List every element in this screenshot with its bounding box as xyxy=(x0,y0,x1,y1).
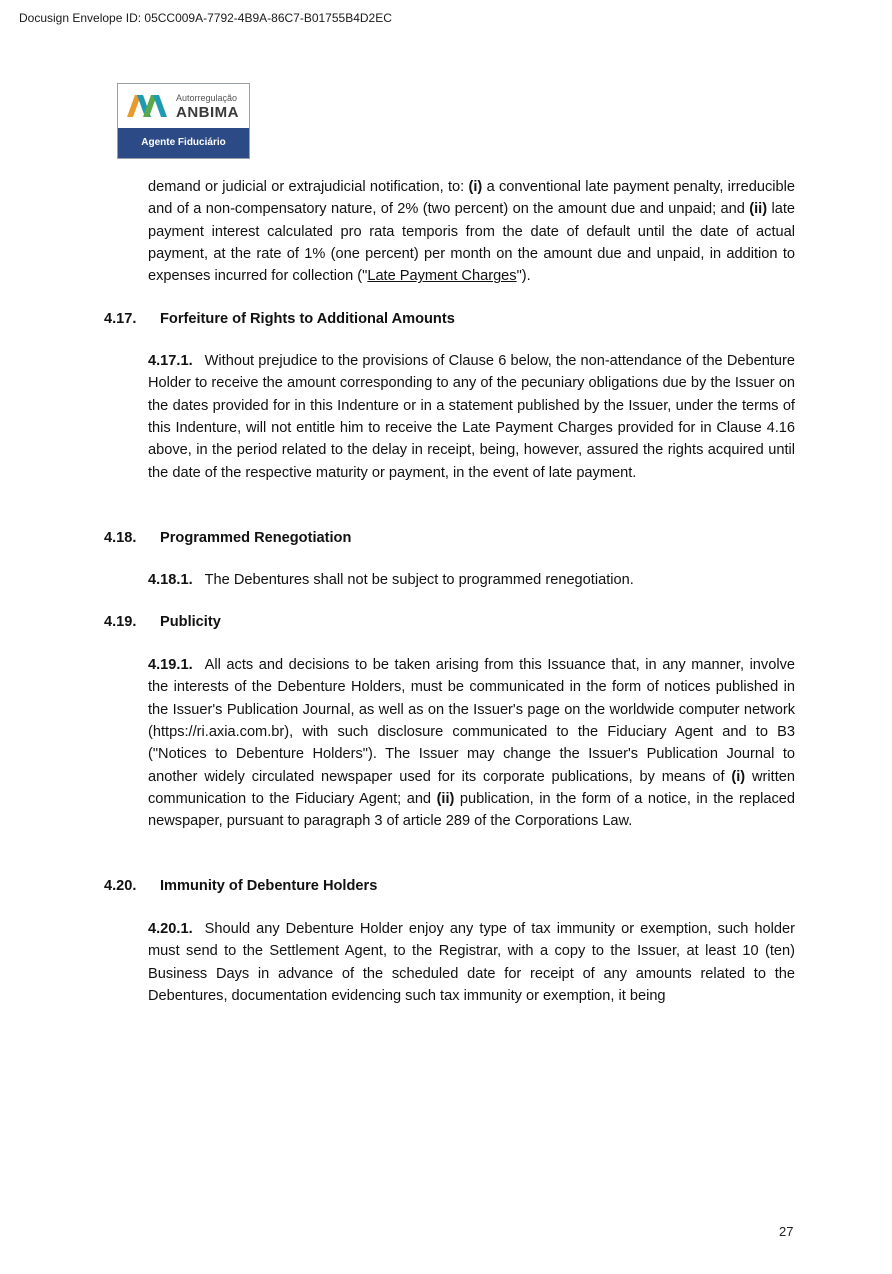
clause-4-17-1: 4.17.1. Without prejudice to the provisions of Clause 6 below, the non-attendance of the Debenture Holder to receive the amount corresponding to any of the pecuniary obligations due by the Issuer on the dates provided for in this Indenture or in a statement published by the Issuer, under the terms of this Indenture, will not entitle him to receive the Late Payment Charges provided for in Clause 4.16 above, in the period related to the delay in receipt, being, however, assured the rights acquired until the date of the respective maturity or payment, in the event of late payment. xyxy=(148,353,795,481)
anbima-mark-icon xyxy=(127,93,167,119)
paragraph-late-payment: demand or judicial or extrajudicial notification, to: (i) a conventional late payment penalty, irreducible and of a non-compensatory nature, of 2% (two percent) on the amount due and unpaid; and (ii) late payment interest calculated pro rata temporis from the date of default until the date of actual payment, at the rate of 1% (one percent) per month on the amount due and unpaid, in addition to expenses incurred for collection ("Late Payment Charges"). xyxy=(148,179,796,285)
page-number: 27 xyxy=(779,1224,794,1239)
heading-4-18: 4.18. Programmed Renegotiation xyxy=(104,530,352,546)
anbima-logo xyxy=(117,83,250,159)
heading-4-17: 4.17. Forfeiture of Rights to Additional Amounts xyxy=(104,311,455,327)
logo-subtitle: Autorregulação xyxy=(176,93,238,103)
envelope-id: Docusign Envelope ID: 05CC009A-7792-4B9A-86C7-B01755B4D2EC xyxy=(19,11,392,25)
clause-4-20-1: 4.20.1. Should any Debenture Holder enjoy any type of tax immunity or exemption, such holder must send to the Settlement Agent, to the Registrar, with a copy to the Issuer, at least 10 (ten) Business Days in advance of the scheduled date for receipt of any amounts related to the Debentures, documentation evidencing such tax immunity or exemption, it being xyxy=(148,921,795,1005)
logo-brand: ANBIMA xyxy=(176,104,239,121)
clause-4-18-1: 4.18.1. The Debentures shall not be subject to programmed renegotiation. xyxy=(148,572,634,588)
heading-4-20: 4.20. Immunity of Debenture Holders xyxy=(104,878,378,894)
clause-4-19-1: 4.19.1. All acts and decisions to be taken arising from this Issuance that, in any manner, involve the interests of the Debenture Holders, must be communicated in the form of notices published in the Issuer's Publication Journal, as well as on the Issuer's page on the worldwide computer network (https://ri.axia.com.br), with such disclosure communicated to the Fiduciary Agent and to B3 ("Notices to Debenture Holders"). The Issuer may change the Issuer's Publication Journal to another widely circulated newspaper used for its corporate publications, by means of (i) written communication to the Fiduciary Agent; and (ii) publication, in the form of a notice, in the replaced newspaper, pursuant to paragraph 3 of article 289 of the Corporations Law. xyxy=(148,657,796,830)
heading-4-19: 4.19. Publicity xyxy=(104,614,221,630)
logo-band: Agente Fiduciário xyxy=(118,128,249,158)
